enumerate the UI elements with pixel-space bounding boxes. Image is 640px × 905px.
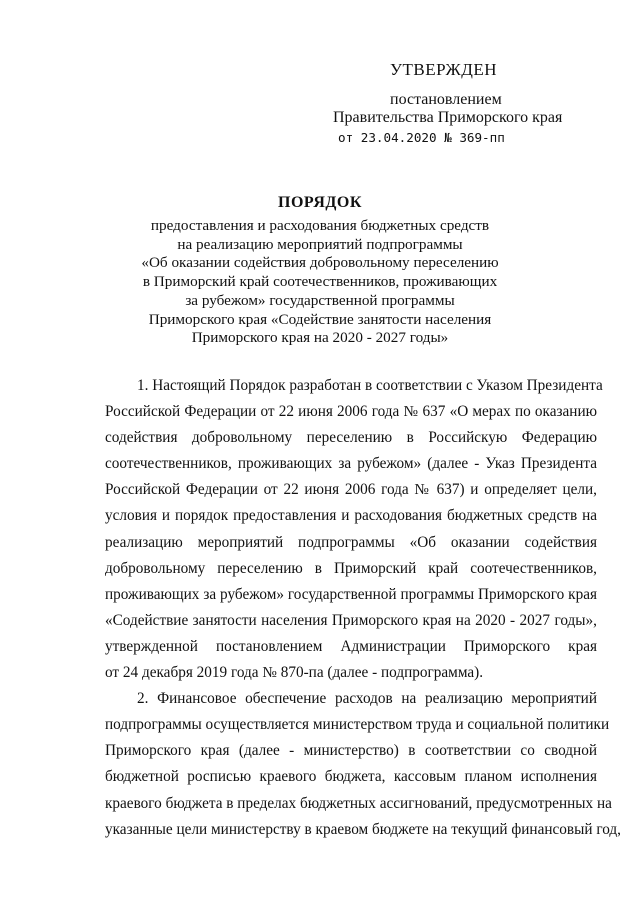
paragraph-line: подпрограммы осуществляется министерством труда и социальной политики <box>105 716 610 734</box>
approval-line-date-number: от 23.04.2020 № 369-пп <box>338 130 505 145</box>
paragraph-line: проживающих за рубежом» государственной программы Приморского края <box>105 585 597 603</box>
subtitle-line: Приморского края на 2020 - 2027 годы» <box>191 329 449 347</box>
paragraph-line: соотечественников, проживающих за рубежом» (далее - Указ Президента <box>105 455 597 473</box>
paragraph-line: Российской Федерации от 22 июня 2006 года № 637 «О мерах по оказанию <box>105 403 597 421</box>
document-body <box>73 373 621 843</box>
paragraph-1 <box>73 373 603 686</box>
approval-line-resolution: постановлением <box>390 91 502 108</box>
document-subtitle <box>96 217 544 348</box>
paragraph-line: бюджетной росписью краевого бюджета, кассовым планом исполнения <box>105 768 597 786</box>
paragraph-line: от 24 декабря 2019 года № 870-па (далее - подпрограмма). <box>105 664 484 682</box>
approval-title: УТВЕРЖДЕН <box>390 60 497 79</box>
subtitle-line: предоставления и расходования бюджетных средств <box>150 217 490 234</box>
subtitle-line: Приморского края «Содействие занятости населения <box>148 310 492 328</box>
approval-line-government: Правительства Приморского края <box>333 109 563 126</box>
paragraph-line: утвержденной постановлением Администрации Приморского края <box>105 637 597 655</box>
paragraph-line: условия и порядок предоставления и расходования бюджетных средств на <box>105 507 597 525</box>
paragraph-line: краевого бюджета в пределах бюджетных ассигнований, предусмотренных на <box>105 794 612 812</box>
document-title: ПОРЯДОК <box>278 194 362 211</box>
paragraph-line: Российской Федерации от 22 июня 2006 года № 637) и определяет цели, <box>105 481 597 499</box>
paragraph-line: реализацию мероприятий подпрограммы «Об оказании содействия <box>105 533 597 551</box>
paragraph-line: 1. Настоящий Порядок разработан в соответствии с Указом Президента <box>137 377 603 394</box>
subtitle-line: за рубежом» государственной программы <box>185 291 455 309</box>
paragraph-2 <box>73 686 621 843</box>
paragraph-line: 2. Финансовое обеспечение расходов на реализацию мероприятий <box>137 690 597 708</box>
paragraph-line: добровольному переселению в Приморский край соотечественников, <box>105 559 597 577</box>
subtitle-line: в Приморский край соотечественников, проживающих <box>142 273 498 291</box>
subtitle-line: на реализацию мероприятий подпрограммы <box>177 235 463 253</box>
paragraph-line: Приморского края (далее - министерство) в соответствии со сводной <box>105 742 597 760</box>
subtitle-line: «Об оказании содействия добровольному переселению <box>141 254 499 272</box>
paragraph-line: содействия добровольному переселению в Российскую Федерацию <box>105 429 597 447</box>
paragraph-line: «Содействие занятости населения Приморского края на 2020 - 2027 годы», <box>105 611 597 629</box>
paragraph-line: указанные цели министерству в краевом бюджете на текущий финансовый год, <box>105 820 621 838</box>
